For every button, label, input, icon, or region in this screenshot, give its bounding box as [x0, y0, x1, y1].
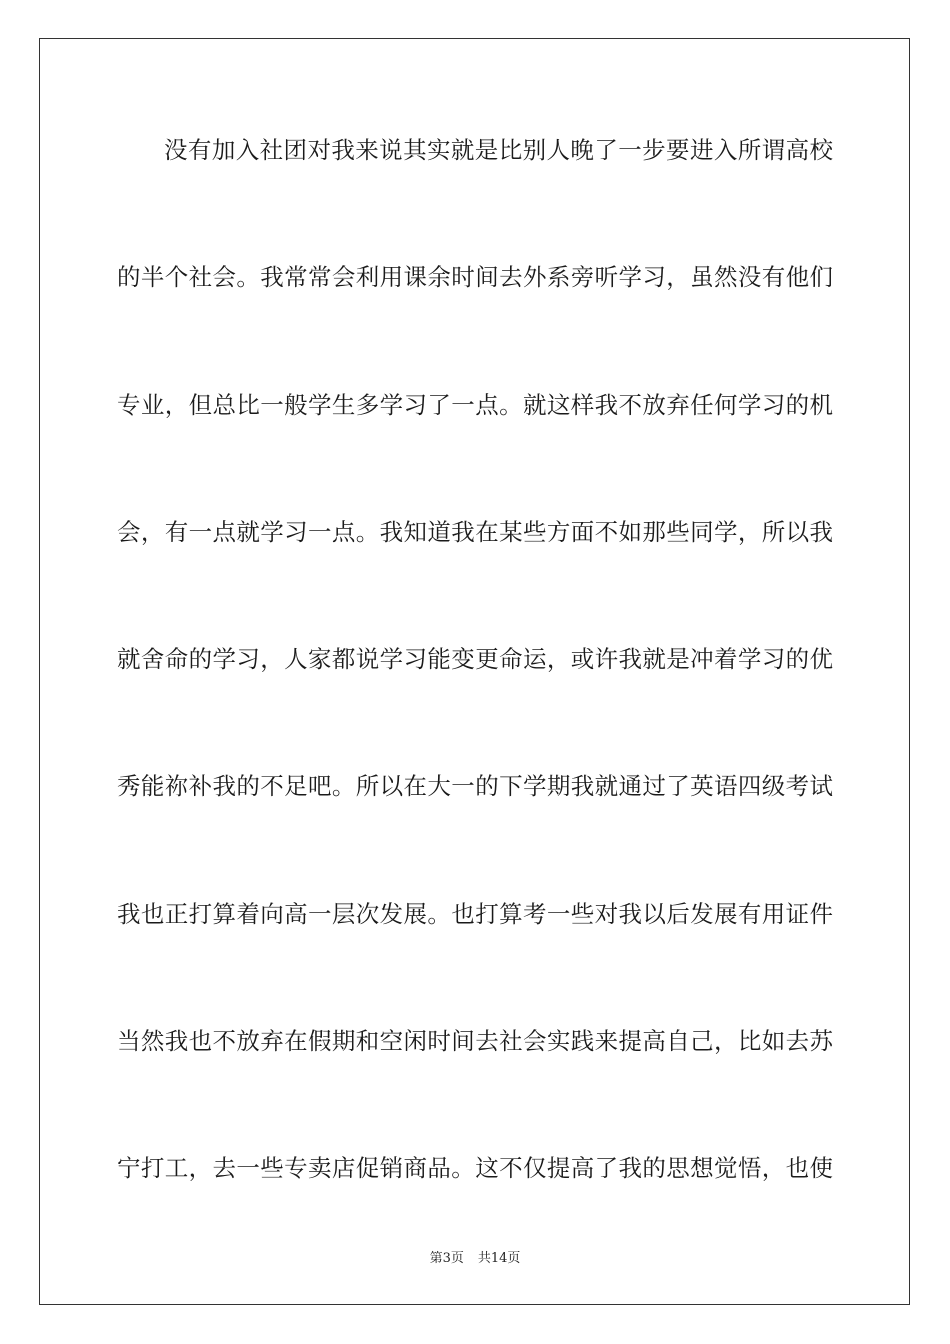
paragraph-line: 的半个社会。我常常会利用课余时间去外系旁听学习，虽然没有他们	[117, 263, 833, 292]
paragraph-line: 专业，但总比一般学生多学习了一点。就这样我不放弃任何学习的机	[117, 390, 833, 419]
paragraph-line: 会，有一点就学习一点。我知道我在某些方面不如那些同学，所以我	[117, 517, 833, 546]
paragraph-line: 就舍命的学习，人家都说学习能变更命运，或许我就是冲着学习的优	[117, 645, 833, 674]
page-number-current: 第3页	[429, 1251, 464, 1266]
page-footer	[0, 1247, 950, 1266]
paragraph-line: 宁打工，去一些专卖店促销商品。这不仅提高了我的思想觉悟，也使	[117, 1154, 833, 1183]
paragraph-line: 我也正打算着向高一层次发展。也打算考一些对我以后发展有用证件	[117, 899, 833, 928]
page-number-total: 共14页	[477, 1251, 521, 1266]
paragraph-line: 没有加入社团对我来说其实就是比别人晚了一步要进入所谓高校	[164, 136, 833, 164]
paragraph-line: 秀能祢补我的不足吧。所以在大一的下学期我就通过了英语四级考试	[117, 772, 833, 801]
document-body	[117, 126, 833, 1272]
paragraph-line: 当然我也不放弃在假期和空闲时间去社会实践来提高自己，比如去苏	[117, 1027, 833, 1056]
